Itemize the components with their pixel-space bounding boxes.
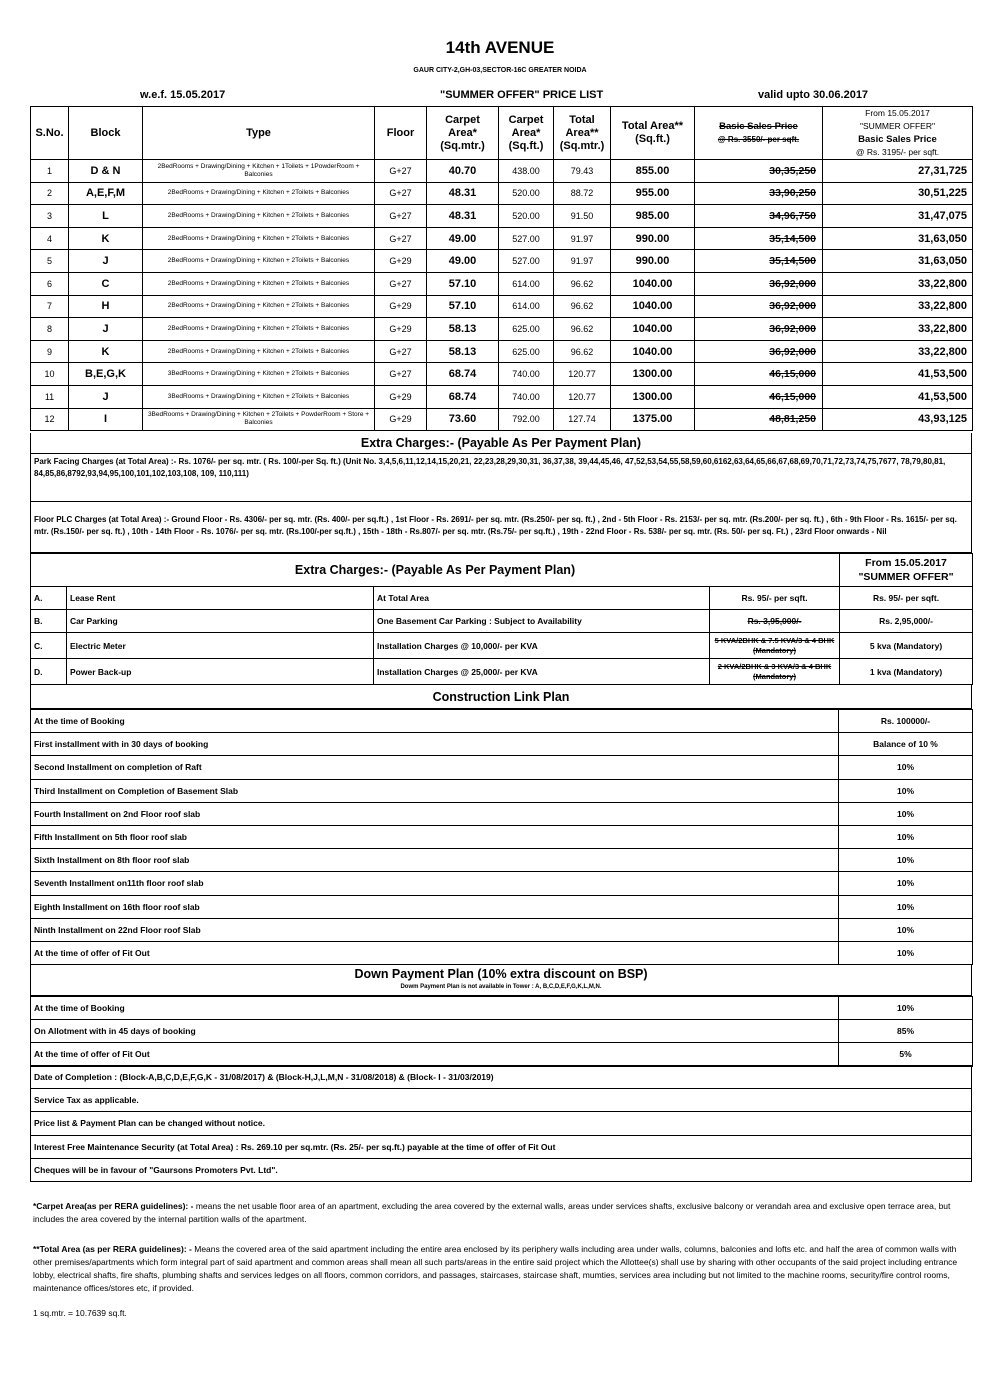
block-cell: B,E,G,K	[69, 363, 143, 386]
dpp-row-value: 85%	[839, 1020, 973, 1043]
extra-name-cell: Power Back-up	[67, 659, 374, 685]
clp-row-label: Fifth Installment on 5th floor roof slab	[31, 825, 839, 848]
dpp-row-label: At the time of Booking	[31, 997, 839, 1020]
new-price-cell: 31,47,075	[823, 205, 973, 228]
project-title: 14th AVENUE	[445, 38, 555, 57]
header-block: Block	[69, 107, 143, 160]
dpp-row-label: On Allotment with in 45 days of booking	[31, 1020, 839, 1043]
dpp-row	[31, 1043, 973, 1066]
new-price-cell: 33,22,800	[823, 295, 973, 318]
carpet-sqft-cell: 625.00	[499, 340, 554, 363]
old-price-cell: 36,92,000	[695, 272, 823, 295]
table-row	[31, 363, 973, 386]
note-row	[31, 1112, 972, 1135]
old-price-cell: 35,14,500	[695, 250, 823, 273]
new-price-cell: 27,31,725	[823, 160, 973, 183]
total-sqm-cell: 96.62	[554, 295, 611, 318]
extra-key-cell: C.	[31, 633, 67, 659]
total-sqft-cell: 1375.00	[611, 408, 695, 431]
clp-row	[31, 802, 973, 825]
park-facing-charges: Park Facing Charges (at Total Area) :- Rs. 1076/- per sq. mtr. ( Rs. 100/-per Sq. ft.) (Unit No. 3,4,5,6,11,12,14,15,20,21, 22,23,28,29,30,31, 36,37,38, 39,44,45,46, 47,52,53,54,55,58,59,60,6162,63,64,65,66,67,68,69,70,71,72,73,74,75,7677, 78,79,80,81, 84,85,86,8792,93,94,95,100,101,102,103,108, 109, 110,111)	[30, 454, 972, 502]
extra-name-cell: Lease Rent	[67, 587, 374, 610]
new-price-cell: 33,22,800	[823, 340, 973, 363]
extra-charge-row	[31, 659, 973, 685]
extra-desc-cell: One Basement Car Parking : Subject to Availability	[374, 610, 710, 633]
floor-cell: G+29	[375, 295, 427, 318]
note-cell: Interest Free Maintenance Security (at Total Area) : Rs. 269.10 per sq.mtr. (Rs. 25/- per sq.ft.) payable at the time of offer of Fit Out	[31, 1135, 972, 1158]
old-price-cell: 46,15,000	[695, 385, 823, 408]
table-row	[31, 205, 973, 228]
total-sqft-cell: 985.00	[611, 205, 695, 228]
note-cell: Service Tax as applicable.	[31, 1089, 972, 1112]
carpet-footnote-label: *Carpet Area(as per RERA guidelines): -	[33, 1201, 194, 1211]
sno-cell: 6	[31, 272, 69, 295]
price-list-name: "SUMMER OFFER" PRICE LIST	[440, 89, 604, 101]
clp-table	[30, 709, 973, 965]
total-sqm-cell: 96.62	[554, 272, 611, 295]
clp-row	[31, 872, 973, 895]
table-row	[31, 182, 973, 205]
extra-desc-cell: Installation Charges @ 25,000/- per KVA	[374, 659, 710, 685]
new-price-cell: 31,63,050	[823, 227, 973, 250]
note-cell: Date of Completion : (Block-A,B,C,D,E,F,G,K - 31/08/2017) & (Block-H,J,L,M,N - 31/08/2018) & (Block- I - 31/03/2019)	[31, 1066, 972, 1089]
clp-row-value: 10%	[839, 895, 973, 918]
table-row	[31, 318, 973, 341]
old-price-cell: 34,96,750	[695, 205, 823, 228]
table-row	[31, 272, 973, 295]
dpp-row	[31, 997, 973, 1020]
clp-row-value: 10%	[839, 802, 973, 825]
note-row	[31, 1089, 972, 1112]
clp-title: Construction Link Plan	[30, 685, 972, 709]
carpet-sqft-cell: 527.00	[499, 227, 554, 250]
table-row	[31, 408, 973, 431]
total-sqft-cell: 1040.00	[611, 318, 695, 341]
clp-row-value: 10%	[839, 849, 973, 872]
notes-table	[30, 1065, 972, 1182]
carpet-sqm-cell: 73.60	[427, 408, 499, 431]
extra-desc-cell: Installation Charges @ 10,000/- per KVA	[374, 633, 710, 659]
header-total-sqft: Total Area** (Sq.ft.)	[611, 107, 695, 160]
header-floor: Floor	[375, 107, 427, 160]
total-sqm-cell: 91.97	[554, 250, 611, 273]
total-sqft-cell: 955.00	[611, 182, 695, 205]
header-carpet-sqft: Carpet Area* (Sq.ft.)	[499, 107, 554, 160]
sno-cell: 1	[31, 160, 69, 183]
sno-cell: 4	[31, 227, 69, 250]
clp-row-label: Eighth Installment on 16th floor roof slab	[31, 895, 839, 918]
new-price-cell: 43,93,125	[823, 408, 973, 431]
new-bsp-offer: "SUMMER OFFER"	[860, 121, 935, 131]
carpet-sqft-cell: 740.00	[499, 385, 554, 408]
type-cell: 3BedRooms + Drawing/Dining + Kitchen + 2Toilets + Balconies	[143, 385, 375, 408]
carpet-sqft-cell: 740.00	[499, 363, 554, 386]
carpet-sqft-cell: 527.00	[499, 250, 554, 273]
carpet-sqm-cell: 68.74	[427, 363, 499, 386]
clp-row-label: Third Installment on Completion of Basement Slab	[31, 779, 839, 802]
carpet-sqft-cell: 625.00	[499, 318, 554, 341]
extra-table-title: Extra Charges:- (Payable As Per Payment Plan)	[31, 554, 840, 587]
header-total-sqm: Total Area** (Sq.mtr.)	[554, 107, 611, 160]
carpet-sqm-cell: 68.74	[427, 385, 499, 408]
carpet-sqm-cell: 57.10	[427, 272, 499, 295]
carpet-area-footnote	[33, 1200, 968, 1226]
carpet-sqm-cell: 58.13	[427, 318, 499, 341]
dpp-row	[31, 1020, 973, 1043]
total-footnote-label: **Total Area (as per RERA guidelines): -	[33, 1244, 192, 1254]
clp-row	[31, 849, 973, 872]
extra-charge-row	[31, 633, 973, 659]
new-price-cell: 30,51,225	[823, 182, 973, 205]
clp-row	[31, 779, 973, 802]
carpet-sqft-cell: 614.00	[499, 295, 554, 318]
clp-row	[31, 710, 973, 733]
header-old-bsp	[695, 107, 823, 160]
header-type: Type	[143, 107, 375, 160]
type-cell: 2BedRooms + Drawing/Dining + Kitchen + 2Toilets + Balconies	[143, 272, 375, 295]
block-cell: C	[69, 272, 143, 295]
note-row	[31, 1066, 972, 1089]
total-sqft-cell: 1040.00	[611, 295, 695, 318]
carpet-sqm-cell: 48.31	[427, 205, 499, 228]
total-sqm-cell: 127.74	[554, 408, 611, 431]
table-row	[31, 227, 973, 250]
project-address: GAUR CITY-2,GH-03,SECTOR-16C GREATER NOIDA	[413, 67, 587, 74]
sno-cell: 12	[31, 408, 69, 431]
floor-cell: G+27	[375, 227, 427, 250]
header-carpet-sqm: Carpet Area* (Sq.mtr.)	[427, 107, 499, 160]
total-area-footnote	[33, 1243, 968, 1295]
total-sqm-cell: 91.50	[554, 205, 611, 228]
extra-new-cell: 1 kva (Mandatory)	[840, 659, 973, 685]
clp-row	[31, 825, 973, 848]
total-sqft-cell: 1040.00	[611, 340, 695, 363]
new-price-cell: 33,22,800	[823, 318, 973, 341]
dpp-title: Down Payment Plan (10% extra discount on BSP)	[354, 967, 648, 981]
carpet-sqft-cell: 520.00	[499, 205, 554, 228]
carpet-sqm-cell: 40.70	[427, 160, 499, 183]
table-row	[31, 340, 973, 363]
dpp-row-value: 5%	[839, 1043, 973, 1066]
block-cell: K	[69, 340, 143, 363]
block-cell: H	[69, 295, 143, 318]
clp-row	[31, 941, 973, 964]
extra-name-cell: Car Parking	[67, 610, 374, 633]
table-row	[31, 160, 973, 183]
clp-row-label: Seventh Installment on11th floor roof slab	[31, 872, 839, 895]
total-footnote-text: Means the covered area of the said apartment including the entire area enclosed by its periphery walls including area under walls, columns, balconies and lofts etc. and half the area of common walls with other premises/apartments which form integral part of said apartment and common areas shall mean all such parts/areas in the entire said project which the Allottee(s) shall use by sharing with other occupants of the said project including entrance lobby, electrical shafts, fire shafts, plumbing shafts and services ledges on all floors, common corridors, and passages, staircases, staircase shaft, mumties, services area including but not limited to the machine rooms, security/fire control rooms, maintenance offices/stores etc, if provided.	[33, 1244, 958, 1293]
block-cell: L	[69, 205, 143, 228]
clp-row-value: Balance of 10 %	[839, 733, 973, 756]
floor-cell: G+27	[375, 363, 427, 386]
note-cell: Cheques will be in favour of "Gaursons Promoters Pvt. Ltd".	[31, 1158, 972, 1181]
clp-row	[31, 756, 973, 779]
new-price-cell: 41,53,500	[823, 385, 973, 408]
extra-desc-cell: At Total Area	[374, 587, 710, 610]
sno-cell: 9	[31, 340, 69, 363]
dpp-row-value: 10%	[839, 997, 973, 1020]
note-row	[31, 1158, 972, 1181]
floor-cell: G+27	[375, 182, 427, 205]
clp-row	[31, 895, 973, 918]
clp-row-label: At the time of Booking	[31, 710, 839, 733]
extra-name-cell: Electric Meter	[67, 633, 374, 659]
block-cell: J	[69, 318, 143, 341]
block-cell: J	[69, 385, 143, 408]
clp-row-label: Sixth Installment on 8th floor roof slab	[31, 849, 839, 872]
sno-cell: 3	[31, 205, 69, 228]
total-sqft-cell: 1300.00	[611, 385, 695, 408]
total-sqm-cell: 120.77	[554, 385, 611, 408]
clp-row-value: 10%	[839, 872, 973, 895]
type-cell: 2BedRooms + Drawing/Dining + Kitchen + 2Toilets + Balconies	[143, 227, 375, 250]
total-sqft-cell: 1300.00	[611, 363, 695, 386]
floor-cell: G+29	[375, 250, 427, 273]
old-bsp-rate: @ Rs. 3550/- per sqft.	[717, 135, 800, 144]
total-sqm-cell: 88.72	[554, 182, 611, 205]
type-cell: 3BedRooms + Drawing/Dining + Kitchen + 2Toilets + PowderRoom + Store + Balconies	[143, 408, 375, 431]
new-price-cell: 33,22,800	[823, 272, 973, 295]
total-sqft-cell: 855.00	[611, 160, 695, 183]
carpet-sqft-cell: 792.00	[499, 408, 554, 431]
extra-old-cell: 5 KVA/2BHK & 7.5 KVA/3 & 4 BHK (Mandatory)	[710, 633, 840, 659]
new-bsp-rate: @ Rs. 3195/- per sqft.	[855, 147, 940, 157]
total-sqft-cell: 990.00	[611, 227, 695, 250]
old-price-cell: 46,15,000	[695, 363, 823, 386]
dpp-header	[30, 964, 972, 996]
clp-row-label: First installment with in 30 days of booking	[31, 733, 839, 756]
type-cell: 2BedRooms + Drawing/Dining + Kitchen + 2Toilets + Balconies	[143, 182, 375, 205]
sno-cell: 11	[31, 385, 69, 408]
type-cell: 2BedRooms + Drawing/Dining + Kitchen + 1Toilets + 1PowderRoom + Balconies	[143, 160, 375, 183]
table-row	[31, 385, 973, 408]
carpet-sqft-cell: 438.00	[499, 160, 554, 183]
price-table	[30, 106, 973, 431]
extra-old-cell: Rs. 95/- per sqft.	[710, 587, 840, 610]
clp-row-value: 10%	[839, 779, 973, 802]
effective-date: w.e.f. 15.05.2017	[140, 89, 226, 101]
block-cell: D & N	[69, 160, 143, 183]
header-sno: S.No.	[31, 107, 69, 160]
extra-key-cell: A.	[31, 587, 67, 610]
floor-cell: G+27	[375, 160, 427, 183]
total-sqft-cell: 990.00	[611, 250, 695, 273]
total-sqft-cell: 1040.00	[611, 272, 695, 295]
new-bsp-from: From 15.05.2017	[865, 108, 930, 118]
old-price-cell: 33,90,250	[695, 182, 823, 205]
extra-charges-table	[30, 553, 973, 685]
total-sqm-cell: 96.62	[554, 318, 611, 341]
type-cell: 2BedRooms + Drawing/Dining + Kitchen + 2Toilets + Balconies	[143, 340, 375, 363]
carpet-sqft-cell: 614.00	[499, 272, 554, 295]
clp-row-value: 10%	[839, 756, 973, 779]
extra-old-cell: Rs. 3,95,000/-	[710, 610, 840, 633]
total-sqm-cell: 120.77	[554, 363, 611, 386]
table-row	[31, 250, 973, 273]
dpp-table	[30, 996, 973, 1067]
floor-cell: G+29	[375, 408, 427, 431]
clp-row	[31, 733, 973, 756]
type-cell: 2BedRooms + Drawing/Dining + Kitchen + 2Toilets + Balconies	[143, 295, 375, 318]
extra-new-cell: Rs. 95/- per sqft.	[840, 587, 973, 610]
floor-plc-charges: Floor PLC Charges (at Total Area) :- Ground Floor - Rs. 4306/- per sq. mtr. (Rs. 400/- per sq.ft.) , 1st Floor - Rs. 2691/- per sq. mtr. (Rs.250/- per sq. ft.) , 2nd - 5th Floor - Rs. 2153/- per sq. mtr. (Rs.200/- per sq. ft.) , 6th - 9th Floor - Rs. 1615/- per sq. mtr. (Rs.150/- per sq. ft.) , 10th - 14th Floor - Rs. 1076/- per sq. mtr. (Rs.100/-per sq.ft.) , 15th - 18th - Rs.807/- per sq. mtr. (Rs.75/- per sq.ft.) , 19th - 22nd Floor - Rs. 538/- per sq. mtr. (Rs. 50/- per sq. Ft.) , 23rd Floor onwards - Nil	[30, 502, 972, 553]
extra-key-cell: D.	[31, 659, 67, 685]
floor-cell: G+27	[375, 340, 427, 363]
old-price-cell: 48,81,250	[695, 408, 823, 431]
carpet-sqm-cell: 58.13	[427, 340, 499, 363]
clp-row-value: 10%	[839, 941, 973, 964]
carpet-sqft-cell: 520.00	[499, 182, 554, 205]
extra-offer-name: "SUMMER OFFER"	[858, 571, 954, 583]
extra-key-cell: B.	[31, 610, 67, 633]
extra-charge-row	[31, 587, 973, 610]
total-sqm-cell: 96.62	[554, 340, 611, 363]
old-bsp-label: Basic Sales Price	[719, 121, 798, 132]
dpp-row-label: At the time of offer of Fit Out	[31, 1043, 839, 1066]
block-cell: J	[69, 250, 143, 273]
old-price-cell: 36,92,000	[695, 295, 823, 318]
carpet-sqm-cell: 57.10	[427, 295, 499, 318]
carpet-sqm-cell: 49.00	[427, 227, 499, 250]
type-cell: 2BedRooms + Drawing/Dining + Kitchen + 2Toilets + Balconies	[143, 205, 375, 228]
block-cell: K	[69, 227, 143, 250]
block-cell: A,E,F,M	[69, 182, 143, 205]
extra-offer-header	[840, 554, 973, 587]
type-cell: 2BedRooms + Drawing/Dining + Kitchen + 2Toilets + Balconies	[143, 250, 375, 273]
floor-cell: G+27	[375, 272, 427, 295]
extra-offer-from: From 15.05.2017	[865, 557, 947, 569]
sno-cell: 10	[31, 363, 69, 386]
type-cell: 2BedRooms + Drawing/Dining + Kitchen + 2Toilets + Balconies	[143, 318, 375, 341]
new-price-cell: 31,63,050	[823, 250, 973, 273]
clp-row-label: At the time of offer of Fit Out	[31, 941, 839, 964]
clp-row-value: Rs. 100000/-	[839, 710, 973, 733]
old-price-cell: 36,92,000	[695, 318, 823, 341]
extra-charges-title: Extra Charges:- (Payable As Per Payment Plan)	[30, 433, 972, 454]
extra-old-cell: 2 KVA/2BHK & 3 KVA/3 & 4 BHK (Mandatory)	[710, 659, 840, 685]
valid-until: valid upto 30.06.2017	[758, 89, 869, 101]
extra-charge-row	[31, 610, 973, 633]
extra-new-cell: 5 kva (Mandatory)	[840, 633, 973, 659]
old-price-cell: 36,92,000	[695, 340, 823, 363]
dpp-note: Dowm Payment Plan is not available in Tower : A, B,C,D,E,F,G,K,L,M,N.	[400, 984, 602, 990]
note-cell: Price list & Payment Plan can be changed without notice.	[31, 1112, 972, 1135]
clp-row	[31, 918, 973, 941]
clp-row-label: Fourth Installment on 2nd Floor roof slab	[31, 802, 839, 825]
clp-row-label: Second Installment on completion of Raft	[31, 756, 839, 779]
clp-row-label: Ninth Installment on 22nd Floor roof Slab	[31, 918, 839, 941]
extra-new-cell: Rs. 2,95,000/-	[840, 610, 973, 633]
note-row	[31, 1135, 972, 1158]
header-new-bsp	[823, 107, 973, 160]
floor-cell: G+27	[375, 205, 427, 228]
new-bsp-label: Basic Sales Price	[858, 134, 937, 145]
total-sqm-cell: 91.97	[554, 227, 611, 250]
table-row	[31, 295, 973, 318]
total-sqm-cell: 79.43	[554, 160, 611, 183]
block-cell: I	[69, 408, 143, 431]
floor-cell: G+29	[375, 318, 427, 341]
old-price-cell: 30,35,250	[695, 160, 823, 183]
clp-row-value: 10%	[839, 825, 973, 848]
carpet-sqm-cell: 48.31	[427, 182, 499, 205]
carpet-sqm-cell: 49.00	[427, 250, 499, 273]
new-price-cell: 41,53,500	[823, 363, 973, 386]
old-price-cell: 35,14,500	[695, 227, 823, 250]
floor-cell: G+29	[375, 385, 427, 408]
carpet-footnote-text: means the net usable floor area of an apartment, excluding the area covered by the external walls, areas under services shafts, exclusive balcony or verandah area and exclusive open terrace area, but includes the area covered by the internal partition walls of the apartment.	[33, 1201, 951, 1224]
clp-row-value: 10%	[839, 918, 973, 941]
type-cell: 3BedRooms + Drawing/Dining + Kitchen + 2Toilets + Balconies	[143, 363, 375, 386]
sno-cell: 7	[31, 295, 69, 318]
sno-cell: 8	[31, 318, 69, 341]
sno-cell: 5	[31, 250, 69, 273]
unit-conversion: 1 sq.mtr. = 10.7639 sq.ft.	[33, 1308, 127, 1318]
sno-cell: 2	[31, 182, 69, 205]
